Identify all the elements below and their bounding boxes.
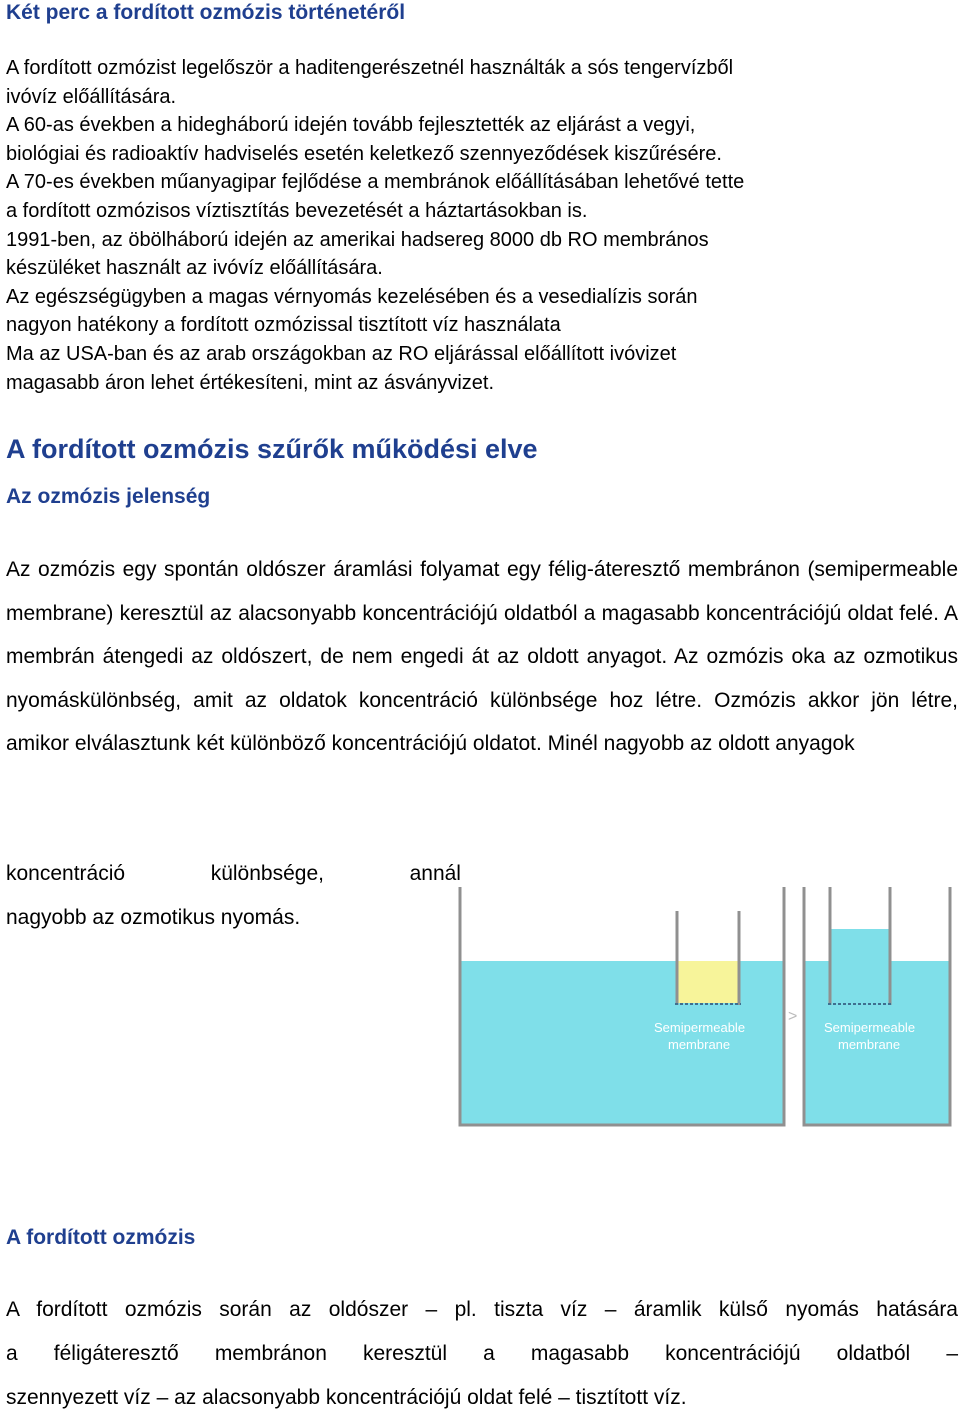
spread-word: különbsége,: [210, 862, 324, 885]
membrane-label: membrane: [668, 1037, 731, 1052]
history-line: A fordított ozmózist legelőször a haditengerészetnél használták a sós tengervízből: [6, 57, 734, 79]
membrane-label: Semipermeable: [824, 1020, 916, 1035]
history-line: A 60-as években a hidegháború idején tovább fejlesztették az eljárást a vegyi,: [6, 114, 696, 137]
history-line: Ma az USA-ban és az arab országokban az RO eljárással előállított ivóvizet: [6, 342, 677, 365]
reverse-line: szennyezett víz – az alacsonyabb koncentrációjú oldat felé – tisztított víz.: [6, 1386, 687, 1409]
beaker-after: [804, 887, 950, 1125]
history-line: a fordított ozmózisos víztisztítás bevezetését a háztartásokban is.: [6, 199, 588, 222]
principle-title: A fordított ozmózis szűrők működési elve: [6, 434, 538, 464]
membrane-label: Semipermeable: [654, 1020, 746, 1035]
history-line: készüléket használt az ivóvíz előállítására.: [6, 257, 383, 280]
history-line: Az egészségügyben a magas vérnyomás kezelésében és a vesedialízis során: [6, 285, 698, 308]
history-line: biológiai és radioaktív hadviselés esetén keletkező szennyeződések kiszűrésére.: [6, 142, 722, 165]
osmosis-paragraph: Az ozmózis egy spontán oldószer áramlási folyamat egy félig-áteresztő membránon (semipermeable membrane) keresztül az alacsonyabb koncentrációjú oldatból a magasabb koncentrációjú oldat felé. A membrán átengedi az oldószert, de nem engedi át az oldott anyagot. Az ozmózis oka az ozmotikus nyomáskülönbség, amit az oldatok koncentráció különbsége hoz létre. Ozmózis akkor jön létre, amikor elválasztunk két különböző koncentrációjú oldatot. Minél nagyobb az oldott anyagok: [6, 558, 958, 755]
history-text: [6, 54, 958, 397]
membrane-label: membrane: [838, 1037, 901, 1052]
reverse-line: A fordított ozmózis során az oldószer – pl. tiszta víz – áramlik külső nyomás hatására: [6, 1298, 958, 1321]
solute-solution: [677, 961, 739, 1003]
history-line: A 70-es években műanyagipar fejlődése a membránok előállításában lehetővé tette: [6, 171, 745, 194]
beaker-before: [460, 887, 784, 1125]
arrow-icon: >: [788, 1008, 798, 1025]
history-line: magasabb áron lehet értékesíteni, mint az ásványvizet.: [6, 371, 495, 394]
history-title: Két perc a fordított ozmózis történetéről: [6, 1, 406, 24]
osmosis-last-line: nagyobb az ozmotikus nyomás.: [6, 905, 301, 929]
history-line: 1991-ben, az öbölháború idején az amerikai hadsereg 8000 db RO membrános: [6, 228, 709, 251]
spread-word: koncentráció: [6, 862, 126, 885]
reverse-line: a féligáteresztő membránon keresztül a magasabb koncentrációjú oldatból –: [6, 1342, 958, 1365]
history-line: nagyon hatékony a fordított ozmózissal tisztított víz használata: [6, 314, 561, 337]
history-line: ivóvíz előállítására.: [6, 85, 177, 108]
osmosis-diagram: [448, 887, 960, 1130]
reverse-osmosis-paragraph: [6, 1288, 958, 1420]
osmosis-paragraph-end: [6, 852, 461, 939]
reverse-osmosis-title: A fordított ozmózis: [6, 1226, 196, 1249]
raised-column: [830, 929, 890, 1005]
osmosis-subtitle: Az ozmózis jelenség: [6, 485, 211, 508]
osmosis-spread-line: [6, 852, 461, 896]
spread-word: annál: [409, 862, 461, 885]
